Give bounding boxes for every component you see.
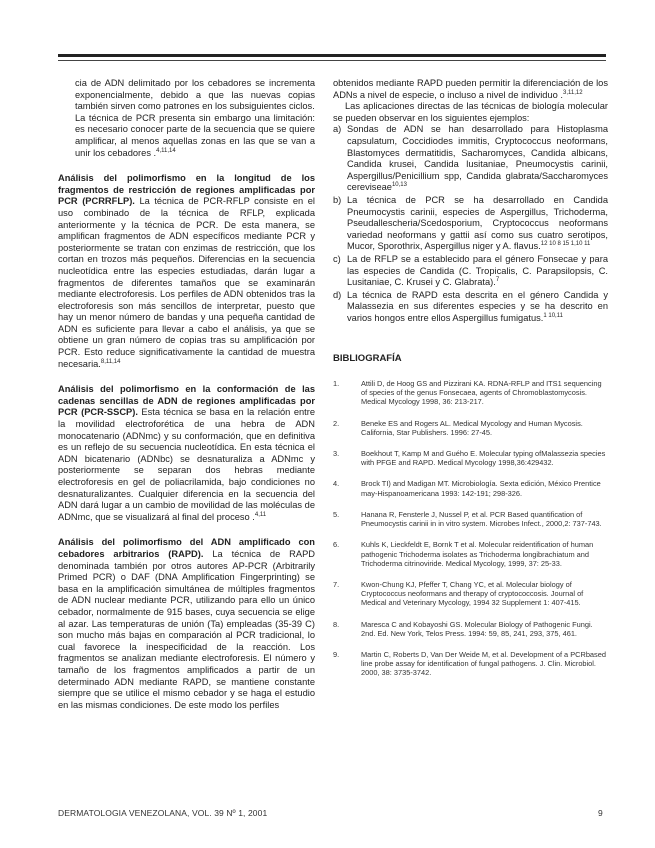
reference-number: 1.: [333, 379, 340, 389]
item-citation: 12 10 8 15 1,10 11: [540, 241, 591, 248]
continuation-text: obtenidos mediante RAPD pueden permitir la diferenciación de los ADNs a nivel de especie, o incluso a nivel de individuo .: [333, 78, 608, 100]
section-pcr-sscp: [58, 384, 315, 523]
section-heading: Análisis del polimorfismo del ADN amplificado con cebadores arbitrarios (RAPD).: [58, 537, 315, 559]
item-text: La de RFLP se a establecido para el género Fonsecae y para las especies de Candida (C. Tropicalis, C. Parapsilopsis, C. Lusitaniae, C. Krusei y C. Glabrata).: [347, 253, 608, 288]
reference-item: [333, 510, 608, 528]
reference-item: [333, 379, 608, 407]
intro-text-1: cia de ADN delimitado por los cebadores se incrementa exponencialmente, debido a que las nuevas copias también sirven como patrones en los subsiguientes ciclos.: [75, 78, 315, 112]
reference-text: Kuhls K, Lieckfeldt E, Bornk T et al. Molecular reidentification of human pathogenic Trichoderma isolates as Trichoderma longibrachiatum and Trichoderma citrinoviride. Medical Mycology, 1999, 37: 25-33.: [361, 540, 594, 568]
section-body: La técnica de RAPD denominada también por otros autores AP-PCR (Arbitrarily Primed PCR) o DAF (DNA Amplification Fingerprinting) se basa en la amplificación simultánea de múltiples fragmentos de ADN nuclear mediante PCR, utilizando para ello un único cebador, normalmente de 915 bases, cuya secuencia se elige al azar. Las temperaturas de unión (Ta) empleadas (35-39 C) son mucho más bajas en comparación al PCR tradicional, lo cual favorece la inespecificidad de la reacción. Los fragmentos se analizan mediante electroforesis. El número y tamaño de los fragmentos amplificados a partir de un determinado ADN mediante RAPD, se mantiene constante siempre que se utilice el mismo cebador y se haga el estudio en las mismas condiciones. De este modo los perfiles: [58, 548, 315, 710]
reference-text: Attili D, de Hoog GS and Pizzirani KA. RDNA-RFLP and ITS1 sequencing of species of the genus Fonsecaea, agents of Chromoblastomycosis. Medical Mycology 1998, 36: 213-217.: [361, 379, 602, 407]
reference-text: Maresca C and Kobayoshi GS. Molecular Biology of Pathogenic Fungi. 2nd. Ed. New York, Telos Press. 1994: 59, 85, 241, 293, 375, 461.: [361, 619, 593, 638]
reference-item: [333, 479, 608, 497]
section-citation: 8,11,14: [100, 358, 121, 365]
section-heading: Análisis del polimorfismo en la conformación de las cadenas sencillas de ADN de regiones amplificadas por PCR (PCR-SSCP).: [58, 384, 315, 418]
right-column: [333, 78, 608, 690]
intro-text-2: La técnica de PCR presenta sin embargo una limitación: es necesario conocer parte de la secuencia que se quiere amplificar, al menos aquellas zonas en las que se van a unir los cebadores .: [75, 112, 315, 158]
item-text: La técnica de RAPD esta descrita en el género Candida y Malassezia en sus diferentes especies y se ha descrito en varios hongos entre ellos Aspergillus fumigatus.: [347, 289, 608, 323]
item-citation: 10,13: [391, 182, 407, 189]
reference-text: Boekhout T, Kamp M and Guého E. Molecular typing ofMalassezia species with PFGE and RAPD. Medical Mycology 1998,36:429432.: [361, 449, 606, 468]
reference-number: 6.: [333, 540, 340, 550]
intro-paragraph-1: [58, 78, 315, 113]
reference-item: [333, 449, 608, 467]
applications-intro: Las aplicaciones directas de las técnicas de biología molecular se pueden observar en los siguientes ejemplos:: [333, 101, 608, 123]
continuation-citation: 3,11,12: [562, 89, 583, 96]
application-item: [333, 195, 608, 253]
application-item: [333, 254, 608, 289]
reference-list: [333, 379, 608, 677]
intro-paragraph-2: [58, 113, 315, 159]
header-rule-thick: [58, 54, 606, 57]
item-text: Sondas de ADN se han desarrollado para Histoplasma capsulatum, Coccidiodes immitis, Cryptococcus neoformans, Blastomyces dermatitidis, Sacharomyces, Candida albicans, Candida krusei, Candida lusitaniae, Pneumocystis carinii, Aspergillus/Penicillium spp, Candida glabrata/Saccharomyces cereviseae: [347, 124, 608, 193]
reference-item: [333, 540, 608, 568]
reference-text: Martin C, Roberts D, Van Der Weide M, et al. Development of a PCRbased line probe assay for identification of fungal pathogens. J. Clin. Microbiol. 2000, 38: 3735-3742.: [361, 649, 606, 678]
intro-citation: 4,11,14: [156, 147, 176, 154]
item-citation: 7: [495, 277, 500, 283]
section-pcr-rflp: [58, 173, 315, 370]
reference-number: 5.: [333, 509, 340, 519]
left-column: [58, 78, 315, 711]
item-citation: 1 10,11: [543, 312, 563, 319]
reference-text: Hanana R, Fensterle J, Nussel P, et al. PCR Based quantification of Pneumocystis carinii in in vitro system. Microbes Infect., 2000,2: 737-743.: [361, 509, 602, 529]
bibliography-heading: BIBLIOGRAFÍA: [333, 353, 402, 365]
reference-number: 3.: [333, 449, 340, 459]
reference-text: Kwon-Chung KJ, Pfeffer T, Chang YC, et al. Molecular biology of Cryptococcus neoformans and therapy of cryptococcosis. Journal of Medical and Veterinary Mycology, 1994 32 Supplement 1: 407-415.: [361, 579, 584, 608]
section-rapd: [58, 537, 315, 711]
reference-number: 4.: [333, 479, 340, 489]
section-body: La técnica de PCR-RFLP consiste en el uso combinado de la técnica de RFLP, explicada anteriormente y la técnica de PCR. De esta manera, se amplifican fragmentos de ADN específicos mediante PCR y posteriormente se tratan con enzimas de restricción, que los cortan en trozos más pequeños. Diferencias en la secuencia nucleotídica entre las especies estudiadas, darán lugar a fragmentos de diferentes tamaños que se examinarán mediante electroforesis. Los perfiles de ADN obtenidos tras la electroforesis son más sencillos de interpretar, puesto que hay un menor número de bandas y una pequeña cantidad de ADN es suficiente para llevar a cabo el análisis, ya que se obtiene un gran número de copias tras su amplificación por PCR. Esto reduce significativamente la cantidad de muestra necesaria.: [58, 196, 315, 369]
reference-number: 7.: [333, 579, 340, 589]
reference-item: [333, 650, 608, 678]
application-item: [333, 124, 608, 194]
item-label: a): [333, 124, 342, 135]
reference-text: Brock TI) and Madigan MT. Microbiología. Sexta edición, México Prentice may-Hispanoamericana 1993: 142-191; 298-326.: [361, 479, 601, 498]
header-rule-thin: [58, 60, 606, 61]
reference-number: 9.: [333, 649, 340, 659]
section-citation: 4,11: [254, 511, 267, 518]
rapd-continuation: [333, 78, 608, 101]
section-heading: Análisis del polimorfismo en la longitud de los fragmentos de restricción de regiones amplificadas por PCR (PCRRFLP).: [58, 173, 315, 207]
reference-item: [333, 419, 608, 437]
item-label: b): [333, 194, 342, 205]
reference-number: 8.: [333, 619, 340, 629]
application-item: [333, 290, 608, 325]
reference-text: Beneke ES and Rogers AL. Medical Mycology and Human Mycosis. California, Star Publishers. 1996: 27-45.: [361, 418, 583, 437]
page-number: 9: [598, 808, 603, 818]
item-text: La técnica de PCR se ha desarrollado en Candida Pneumocystis carinii, especies de Aspergillus, Trichoderma, Pseudallescheria/Scedosporium, Cryptococcus neoformans variedad neoformans y gattii así como sus cuatro serotipos, Mucor, Sporothrix, Aspergillus niger y A. flavus.: [347, 194, 608, 252]
item-label: c): [333, 253, 341, 264]
journal-footer: DERMATOLOGIA VENEZOLANA, VOL. 39 Nº 1, 2001: [58, 808, 268, 818]
section-body: Esta técnica se basa en la relación entre la movilidad electroforética de una hebra de ADN monocatenario (ADNmc) y su conformación, que en definitiva es un reflejo de su secuencia nucleotídica. En esta técnica el ADN bicatenario (ADNbc) se desnaturaliza a ADNmc y posteriormente se separan dos hebras mediante electroforesis en gel de poliacrilamida, bajo condiciones no desnaturalizantes. Cualquier diferencia en la secuencia del ADN dará lugar a un cambio de movilidad de las moléculas de ADNmc, que se visualizará al final del proceso .: [58, 407, 316, 522]
reference-number: 2.: [333, 418, 340, 428]
reference-item: [333, 580, 608, 608]
reference-item: [333, 620, 608, 638]
applications-list: [333, 124, 608, 324]
item-label: d): [333, 289, 342, 300]
